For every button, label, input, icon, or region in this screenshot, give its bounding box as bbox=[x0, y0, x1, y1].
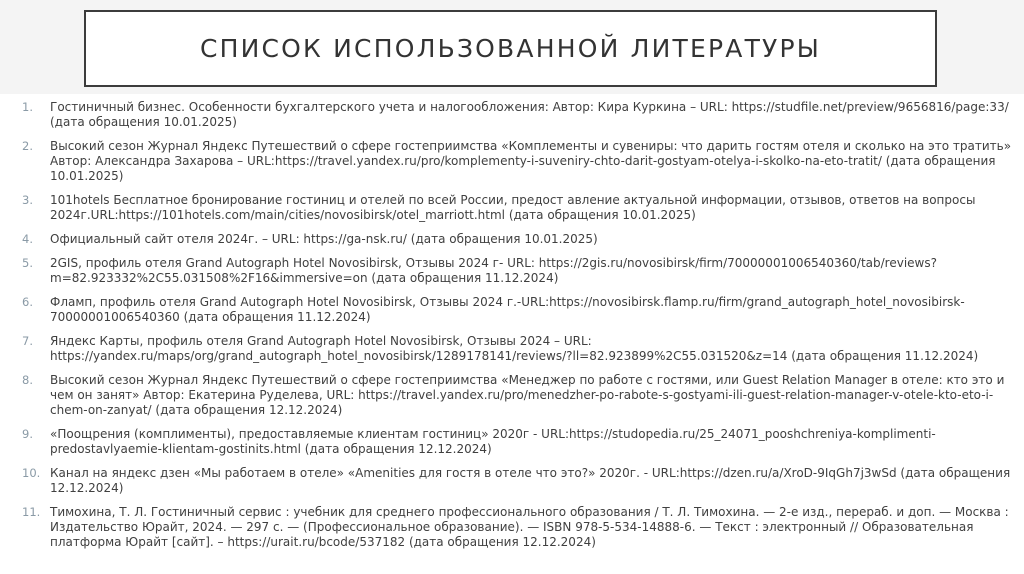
item-text: 101hotels Бесплатное бронирование гостиниц и отелей по всей России, предост авление актуальной информации, отзывов, ответов на вопросы 2024г.URL:https://101hotels.com/main/cities/novosibirsk/otel_marriott.html (дата обращения 10.01.2025) bbox=[50, 193, 976, 222]
item-number: 11. bbox=[22, 505, 41, 519]
item-text: Канал на яндекс дзен «Мы работаем в отеле» «Amenities для гостя в отеле что это?» 2020г. - URL:https://dzen.ru/a/XroD-9IqGh7j3wSd (дата обращения 12.12.2024) bbox=[50, 466, 1011, 495]
item-number: 4. bbox=[22, 232, 33, 246]
list-item bbox=[22, 295, 1018, 325]
list-item bbox=[22, 427, 1018, 457]
list-item bbox=[22, 373, 1018, 418]
item-text: Официальный сайт отеля 2024г. – URL: https://ga-nsk.ru/ (дата обращения 10.01.2025) bbox=[50, 232, 598, 246]
list-item bbox=[22, 334, 1018, 364]
list-item bbox=[22, 232, 1018, 247]
item-number: 2. bbox=[22, 139, 33, 153]
item-number: 5. bbox=[22, 256, 33, 270]
item-number: 1. bbox=[22, 100, 33, 114]
list-item bbox=[22, 139, 1018, 184]
item-text: Яндекс Карты, профиль отеля Grand Autograph Hotel Novosibirsk, Отзывы 2024 – URL: https://yandex.ru/maps/org/grand_autograph_hotel_novosibirsk/1289178141/reviews/?ll=82.923899%2C55.031520&z=14 (дата обращения 11.12.2024) bbox=[50, 334, 979, 363]
title-box bbox=[84, 10, 937, 87]
list-item bbox=[22, 193, 1018, 223]
item-text: Высокий сезон Журнал Яндекс Путешествий о сфере гостеприимства «Комплементы и сувениры: что дарить гостям отеля и сколько на это тратить» Автор: Александра Захарова – URL:https://travel.yandex.ru/pro/komplementy-i-suveniry-chto-darit-gostyam-otelya-i-skolko-na-eto-tratit/ (дата обращения 10.01.2025) bbox=[50, 139, 1012, 183]
item-number: 10. bbox=[22, 466, 41, 480]
item-text: Фламп, профиль отеля Grand Autograph Hotel Novosibirsk, Отзывы 2024 г.-URL:https://novosibirsk.flamp.ru/firm/grand_autograph_hotel_novosibirsk-70000001006540360 (дата обращения 11.12.2024) bbox=[50, 295, 965, 324]
list-item bbox=[22, 256, 1018, 286]
item-text: «Поощрения (комплименты), предоставляемые клиентам гостиниц» 2020г - URL:https://studopedia.ru/25_24071_pooshchreniya-komplimenti-predostavlyaemie-klientam-gostinits.html (дата обращения 12.12.2024) bbox=[50, 427, 936, 456]
item-text: Гостиничный бизнес. Особенности бухгалтерского учета и налогообложения: Автор: Кира Куркина – URL: https://studfile.net/preview/9656816/page:33/ (дата обращения 10.01.2025) bbox=[50, 100, 1009, 129]
item-number: 9. bbox=[22, 427, 33, 441]
item-text: Высокий сезон Журнал Яндекс Путешествий о сфере гостеприимства «Менеджер по работе с гостями, или Guest Relation Manager в отеле: кто это и чем он занят» Автор: Екатерина Руделева, URL: https://travel.yandex.ru/pro/menedzher-po-rabote-s-gostyami-ili-guest-relation-manager-v-otele-kto-eto-i-chem-on-zanyat/ (дата обращения 12.12.2024) bbox=[50, 373, 1005, 417]
item-number: 8. bbox=[22, 373, 33, 387]
reference-list bbox=[22, 100, 1018, 559]
item-number: 7. bbox=[22, 334, 33, 348]
item-text: 2GIS, профиль отеля Grand Autograph Hotel Novosibirsk, Отзывы 2024 г- URL: https://2gis.ru/novosibirsk/firm/70000001006540360/tab/reviews?m=82.923332%2C55.031508%2F16&immersive=on (дата обращения 11.12.2024) bbox=[50, 256, 937, 285]
item-number: 6. bbox=[22, 295, 33, 309]
list-item bbox=[22, 466, 1018, 496]
page-title: СПИСОК ИСПОЛЬЗОВАННОЙ ЛИТЕРАТУРЫ bbox=[199, 34, 822, 63]
list-item bbox=[22, 100, 1018, 130]
item-text: Тимохина, Т. Л. Гостиничный сервис : учебник для среднего профессионального образования / Т. Л. Тимохина. — 2-е изд., перераб. и доп. — Москва : Издательство Юрайт, 2024. — 297 с. — (Профессиональное образование). — ISBN 978-5-534-14888-6. — Текст : электронный // Образовательная платформа Юрайт [сайт]. – https://urait.ru/bcode/537182 (дата обращения 12.12.2024) bbox=[50, 505, 1009, 549]
list-item bbox=[22, 505, 1018, 550]
item-number: 3. bbox=[22, 193, 33, 207]
